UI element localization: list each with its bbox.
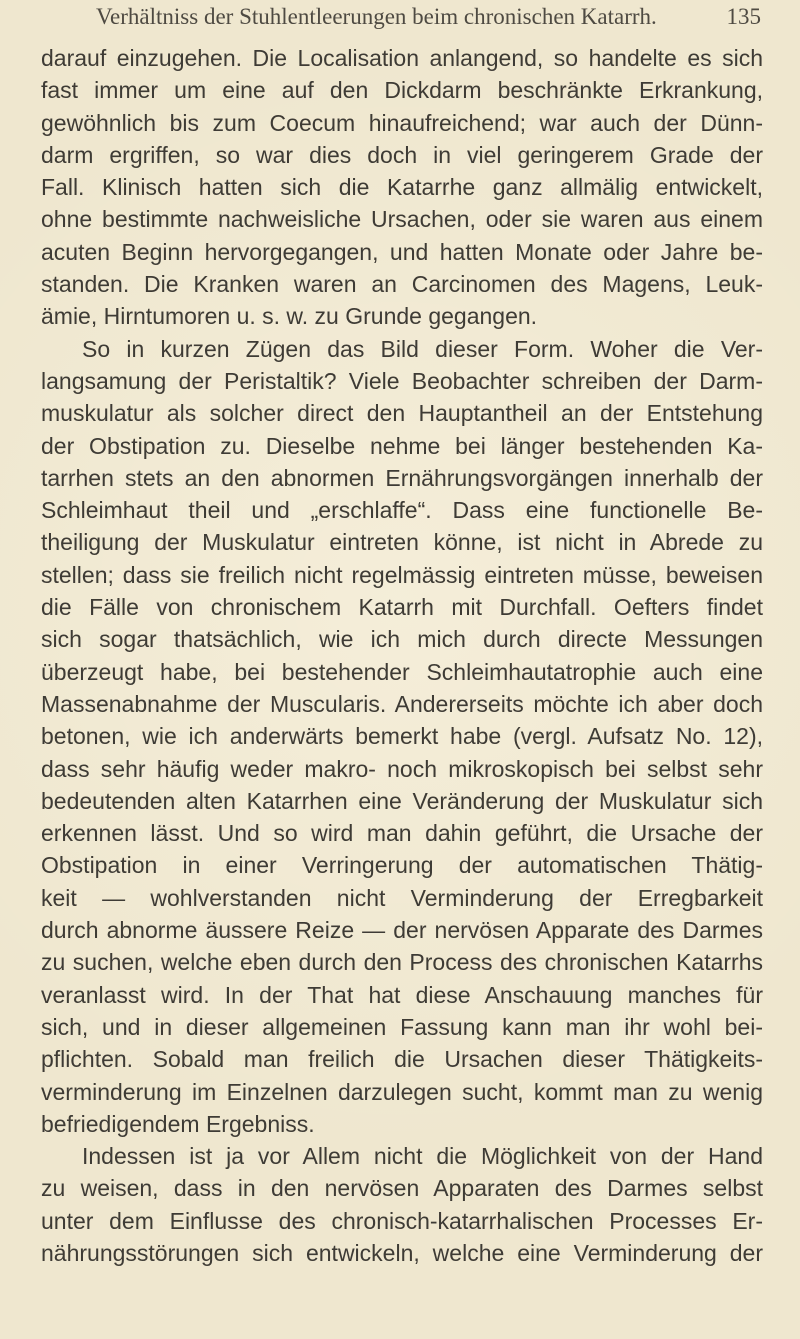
text-line: die Fälle von chronischem Katarrh mit Durchfall. Oefters findet <box>41 594 763 621</box>
text-line: verminderung im Einzelnen darzulegen sucht, kommt man zu wenig <box>41 1078 763 1105</box>
text-line: ohne bestimmte nachweisliche Ursachen, oder sie waren aus einem <box>41 206 763 233</box>
text-line: pflichten. Sobald man freilich die Ursachen dieser Thätigkeits- <box>41 1046 763 1073</box>
text-line: sich sogar thatsächlich, wie ich mich durch directe Messungen <box>41 626 763 653</box>
text-line: sich, und in dieser allgemeinen Fassung kann man ihr wohl bei- <box>41 1013 763 1040</box>
text-line: darauf einzugehen. Die Localisation anlangend, so handelte es sich <box>41 45 763 71</box>
text-line: tarrhen stets an den abnormen Ernährungsvorgängen innerhalb der <box>41 464 763 491</box>
text-line: bedeutenden alten Katarrhen eine Veränderung der Muskulatur sich <box>41 787 763 814</box>
text-line: langsamung der Peristaltik? Viele Beobachter schreiben der Darm- <box>41 367 763 394</box>
text-line: überzeugt habe, bei bestehender Schleimhautatrophie auch eine <box>41 658 763 685</box>
text-line: keit — wohlverstanden nicht Verminderung der Erregbarkeit <box>41 884 763 911</box>
text-line: befriedigendem Ergebniss. <box>41 1110 315 1137</box>
text-line: zu weisen, dass in den nervösen Apparaten des Darmes selbst <box>41 1175 763 1202</box>
text-line: fast immer um eine auf den Dickdarm beschränkte Erkrankung, <box>41 77 763 104</box>
text-line: durch abnorme äussere Reize — der nervösen Apparate des Darmes <box>41 917 763 944</box>
text-line: So in kurzen Zügen das Bild dieser Form. Woher die Ver- <box>82 335 763 362</box>
body-text <box>41 42 763 1269</box>
running-head <box>96 3 761 31</box>
text-line: theiligung der Muskulatur eintreten könne, ist nicht in Abrede zu <box>41 529 763 556</box>
text-line: Schleimhaut theil und „erschlaffe“. Dass eine functionelle Be- <box>41 497 763 524</box>
text-line: stellen; dass sie freilich nicht regelmässig eintreten müsse, beweisen <box>41 561 763 588</box>
text-line: standen. Die Kranken waren an Carcinomen des Magens, Leuk- <box>41 271 763 298</box>
text-line: ämie, Hirntumoren u. s. w. zu Grunde gegangen. <box>41 303 538 330</box>
text-line: muskulatur als solcher direct den Hauptantheil an der Entstehung <box>41 400 763 427</box>
text-line: Fall. Klinisch hatten sich die Katarrhe ganz allmälig entwickelt, <box>41 174 763 201</box>
text-line: darm ergriffen, so war dies doch in viel geringerem Grade der <box>41 141 763 168</box>
text-line: Obstipation in einer Verringerung der automatischen Thätig- <box>41 852 763 879</box>
text-line: veranlasst wird. In der That hat diese Anschauung manches für <box>41 981 763 1008</box>
text-line: gewöhnlich bis zum Coecum hinaufreichend; war auch der Dünn- <box>41 109 763 136</box>
text-line: unter dem Einflusse des chronisch-katarrhalischen Processes Er- <box>41 1207 763 1234</box>
text-line: erkennen lässt. Und so wird man dahin geführt, die Ursache der <box>41 820 763 847</box>
text-line: nährungsstörungen sich entwickeln, welche eine Verminderung der <box>41 1239 763 1266</box>
text-line: dass sehr häufig weder makro- noch mikroskopisch bei selbst sehr <box>41 755 763 782</box>
text-line: der Obstipation zu. Dieselbe nehme bei länger bestehenden Ka- <box>41 432 763 459</box>
text-line: Massenabnahme der Muscularis. Andererseits möchte ich aber doch <box>41 690 763 717</box>
running-head-title: Verhältniss der Stuhlentleerungen beim chronischen Katarrh. <box>96 4 657 29</box>
text-line: zu suchen, welche eben durch den Process des chronischen Katarrhs <box>41 949 763 976</box>
text-line: Indessen ist ja vor Allem nicht die Möglichkeit von der Hand <box>82 1143 763 1170</box>
page-number: 135 <box>726 4 761 29</box>
text-line: betonen, wie ich anderwärts bemerkt habe (vergl. Aufsatz No. 12), <box>41 723 763 750</box>
text-line: acuten Beginn hervorgegangen, und hatten Monate oder Jahre be- <box>41 238 763 265</box>
